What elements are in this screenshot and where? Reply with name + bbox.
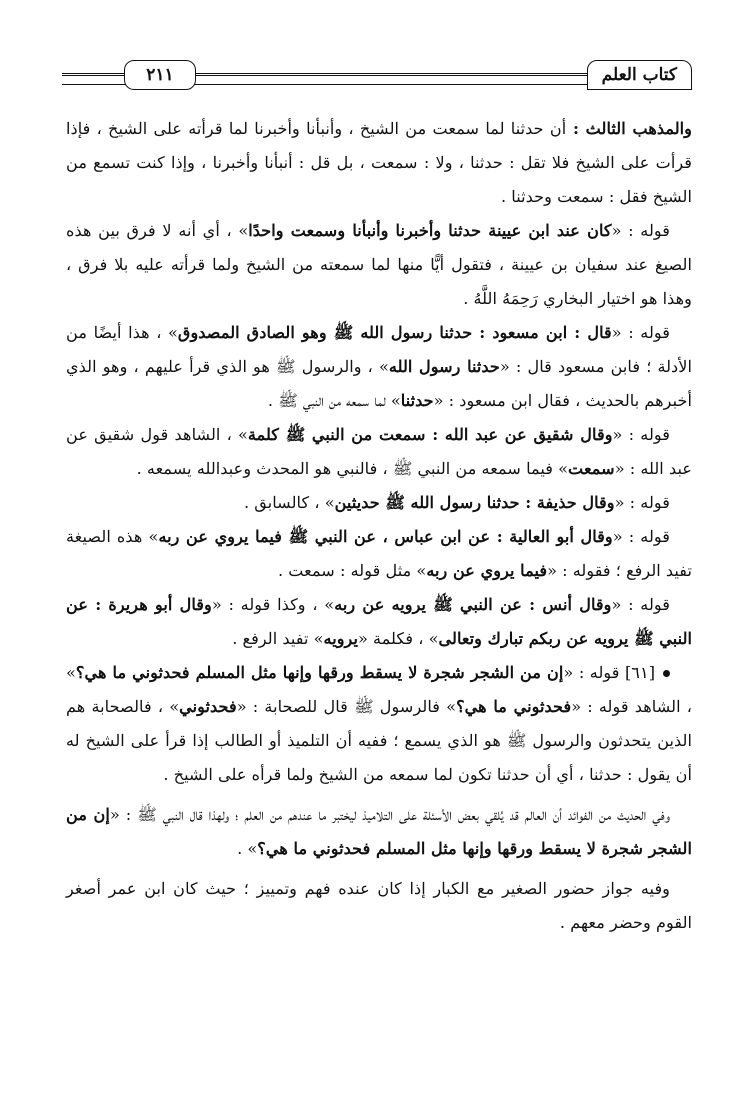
text-run: » ، أي أنه لا فرق بين هذه الصيغ عند سفيان بن عيينة ، فتقول أيًّا منها لما سمعته من الشيخ ولما قرأته عليه بلا فرق ، وهذا هو اختيار البخاري رَحِمَهُ اللَّهُ . — [66, 221, 692, 308]
bold-quote: قال : ابن مسعود : حدثنا رسول الله ﷺ وهو الصادق المصدوق — [177, 323, 612, 342]
bold-quote: كان عند ابن عيينة حدثنا وأخبرنا وأنبأنا وسمعت واحدًا — [248, 221, 612, 240]
paragraph — [66, 872, 692, 940]
bold-quote: فيما يروي عن ربه — [426, 561, 548, 580]
bold-quote: إن من الشجر شجرة لا يسقط ورقها وإنها مثل المسلم فحدثوني ما هي؟ — [66, 805, 692, 858]
text-run: » ، الشاهد قول شقيق عن عبد الله : « — [66, 425, 692, 478]
paragraph — [66, 112, 692, 214]
page-body — [66, 112, 692, 940]
text-run: قوله : « — [612, 527, 670, 546]
text-run: » ، هذا أيضًا من الأدلة ؛ فابن مسعود قال : « — [66, 323, 692, 376]
bold-quote: سمعت — [568, 459, 615, 478]
bold-quote: وقال أبو هريرة : عن النبي ﷺ يرويه عن ربكم تبارك وتعالى — [66, 595, 692, 648]
text-run: » ، والرسول ﷺ هو الذي قرأ عليهم ، وهو الذي أخبرهم بالحديث ، فقال ابن مسعود : « — [66, 357, 692, 410]
text-run: » تفيد الرفع . — [232, 629, 324, 648]
bold-quote: إن من الشجر شجرة لا يسقط ورقها وإنها مثل المسلم فحدثوني ما هي؟ — [75, 663, 564, 682]
text-run: قوله : « — [611, 221, 670, 240]
text-run: قوله : « — [612, 425, 670, 444]
paragraph — [66, 588, 692, 656]
paragraph — [66, 520, 692, 588]
bold-quote: فحدثوني ما هي؟ — [456, 697, 572, 716]
bold-quote: حدثنا رسول الله — [388, 357, 500, 376]
text-run: وفيه جواز حضور الصغير مع الكبار إذا كان عنده فهم وتمييز ؛ حيث كان ابن عمر أصغر القوم وحضر معهم . — [66, 879, 692, 932]
bold-quote: وقال شقيق عن عبد الله : سمعت من النبي ﷺ كلمة — [247, 425, 613, 444]
bold-quote: وقال حذيفة : حدثنا رسول الله ﷺ حديثين — [334, 493, 615, 512]
text-run: قوله : « — [614, 493, 670, 512]
text-run: أن حدثنا لما سمعت من الشيخ ، وأنبأنا وأخبرنا لما قرأته على الشيخ ، فإذا قرأت على الشيخ فلا تقل : حدثنا ، ولا : سمعت ، بل قل : أنبأنا وأخبرنا ، وإذا كنت تسمع من الشيخ فقل : سمعت وحدثنا . — [66, 119, 692, 206]
bold-quote: وقال أبو العالية : عن ابن عباس ، عن النبي ﷺ فيما يروي عن ربه — [158, 527, 613, 546]
text-run: » ، وكذا قوله : « — [211, 595, 335, 614]
paragraph — [66, 656, 692, 792]
text-run: قوله : « — [611, 595, 670, 614]
bold-quote: يرويه — [323, 629, 358, 648]
text-run: » مثل قوله : سمعت . — [277, 561, 427, 580]
text-run: » فالرسول ﷺ قال للصحابة : « — [236, 697, 457, 716]
chapter-title: كتاب العلم — [587, 60, 692, 90]
bold-quote: حدثنا — [400, 391, 434, 410]
text-run: » هذه الصيغة تفيد الرفع ؛ فقوله : « — [66, 527, 692, 580]
page-header — [62, 56, 692, 96]
text-run: » ، الشاهد قوله : « — [66, 663, 692, 716]
bullet-icon — [663, 670, 670, 677]
bold-quote: والمذهب الثالث : — [566, 119, 692, 138]
paragraph — [66, 798, 692, 866]
page-number: ٢١١ — [124, 60, 196, 90]
bold-quote: وقال أنس : عن النبي ﷺ يرويه عن ربه — [334, 595, 612, 614]
paragraph — [66, 418, 692, 486]
text-run: [٦١] قوله : « — [563, 663, 656, 682]
bold-quote: فحدثوني — [179, 697, 237, 716]
text-run: » ، فكلمة « — [357, 629, 439, 648]
text-run: » ، كالسابق . — [243, 493, 335, 512]
text-run: » ، فالصحابة هم الذين يتحدثون والرسول ﷺ هو الذي يسمع ؛ ففيه أن التلميذ أو الطالب إذا قرأ على الشيخ له أن يقول : حدثنا ، أي أن حدثنا تكون لما سمعه من الشيخ ولما قرأه على الشيخ . — [66, 697, 692, 784]
text-run: قوله : « — [611, 323, 670, 342]
paragraph — [66, 214, 692, 316]
text-run: » لما سمعه من النبي ﷺ . — [267, 391, 401, 410]
paragraph — [66, 486, 692, 520]
text-run: » . — [237, 839, 258, 858]
text-run: وفي الحديث من الفوائد أن العالم قد يُلقي بعض الأسئلة على التلاميذ ليختبر ما عندهم من العلم ؛ ولهذا قال النبي ﷺ : « — [109, 805, 670, 824]
paragraph — [66, 316, 692, 418]
text-run: » فيما سمعه من النبي ﷺ ، فالنبي هو المحدث وعبدالله يسمعه . — [136, 459, 569, 478]
